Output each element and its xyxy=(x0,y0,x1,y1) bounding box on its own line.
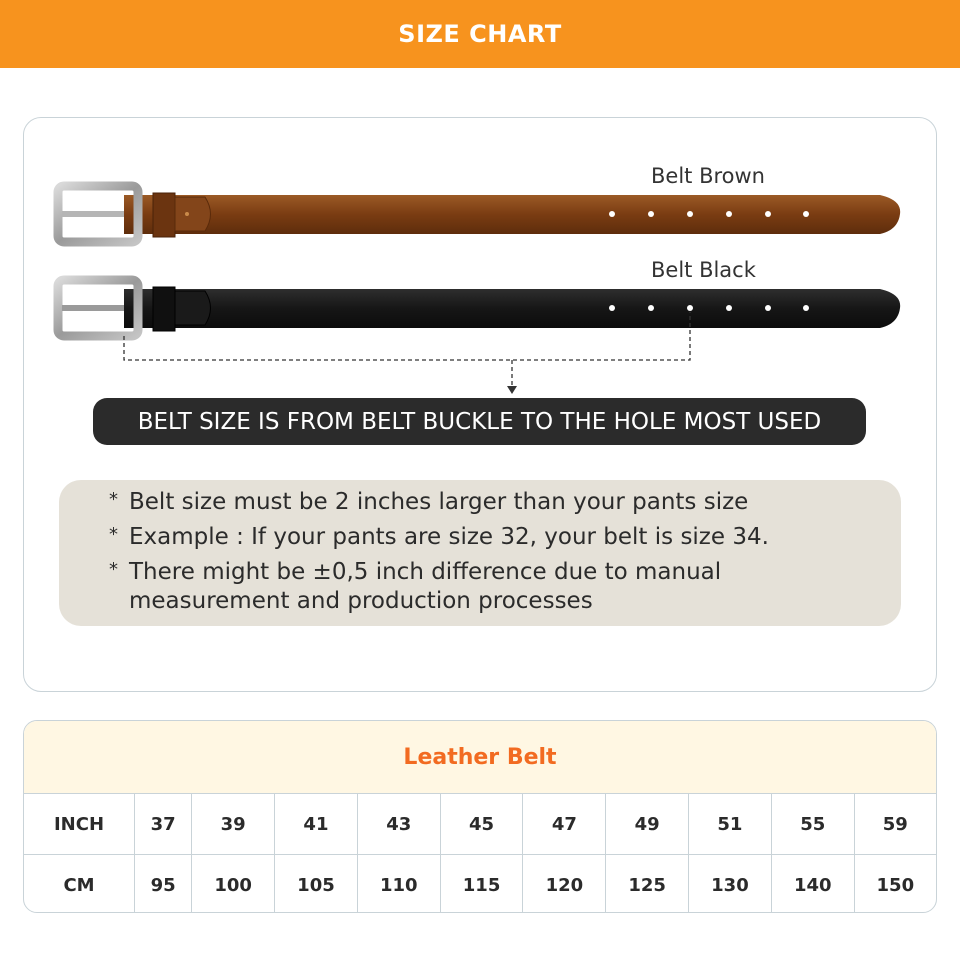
table-row-inch xyxy=(24,794,936,855)
black-belt xyxy=(58,280,900,336)
black-belt-loop xyxy=(153,287,175,331)
table-cell: 130 xyxy=(689,855,772,914)
table-cell: 150 xyxy=(854,855,936,914)
black-belt-strap xyxy=(124,289,900,328)
page-title: SIZE CHART xyxy=(398,20,562,48)
measure-instruction xyxy=(93,398,866,445)
table-cell: 125 xyxy=(606,855,689,914)
note-item: * Example : If your pants are size 32, your belt is size 34. xyxy=(109,524,769,550)
table-cell: 105 xyxy=(275,855,358,914)
table-cell: 43 xyxy=(357,794,440,855)
table-row-cm xyxy=(24,855,936,914)
table-cell: 37 xyxy=(135,794,192,855)
belt-brown-label: Belt Brown xyxy=(651,164,765,188)
row-label-inch: INCH xyxy=(24,794,135,855)
table-cell: 49 xyxy=(606,794,689,855)
belt-illustration xyxy=(0,0,960,460)
note-item: * There might be ±0,5 inch difference due to manual measurement and production processes xyxy=(109,559,722,614)
size-table-card xyxy=(23,720,937,913)
brown-belt-strap xyxy=(124,195,900,234)
brown-belt-tip xyxy=(175,197,211,231)
table-cell: 100 xyxy=(192,855,275,914)
measurement-arrow-icon xyxy=(507,386,517,394)
belt-black-label: Belt Black xyxy=(651,258,756,282)
table-cell: 39 xyxy=(192,794,275,855)
brown-belt-loop xyxy=(153,193,175,237)
table-cell: 55 xyxy=(771,794,854,855)
black-belt-tip xyxy=(175,291,211,325)
table-cell: 95 xyxy=(135,855,192,914)
note-text: Example : If your pants are size 32, your belt is size 34. xyxy=(129,524,769,550)
table-cell: 115 xyxy=(440,855,523,914)
table-cell: 41 xyxy=(275,794,358,855)
size-table-title: Leather Belt xyxy=(403,744,557,770)
table-cell: 51 xyxy=(689,794,772,855)
table-cell: 140 xyxy=(771,855,854,914)
table-cell: 110 xyxy=(357,855,440,914)
brown-belt xyxy=(58,186,900,242)
measure-instruction-text: BELT SIZE IS FROM BELT BUCKLE TO THE HOLE MOST USED xyxy=(137,408,822,435)
size-table xyxy=(24,793,936,913)
notes-box xyxy=(59,480,901,626)
size-table-header xyxy=(24,721,936,793)
table-cell: 45 xyxy=(440,794,523,855)
note-text: There might be ±0,5 inch difference due to manual measurement and production processes xyxy=(129,559,722,614)
table-cell: 47 xyxy=(523,794,606,855)
note-item: * Belt size must be 2 inches larger than your pants size xyxy=(109,489,749,515)
table-cell: 120 xyxy=(523,855,606,914)
row-label-cm: CM xyxy=(24,855,135,914)
note-text: Belt size must be 2 inches larger than your pants size xyxy=(129,489,749,515)
table-cell: 59 xyxy=(854,794,936,855)
